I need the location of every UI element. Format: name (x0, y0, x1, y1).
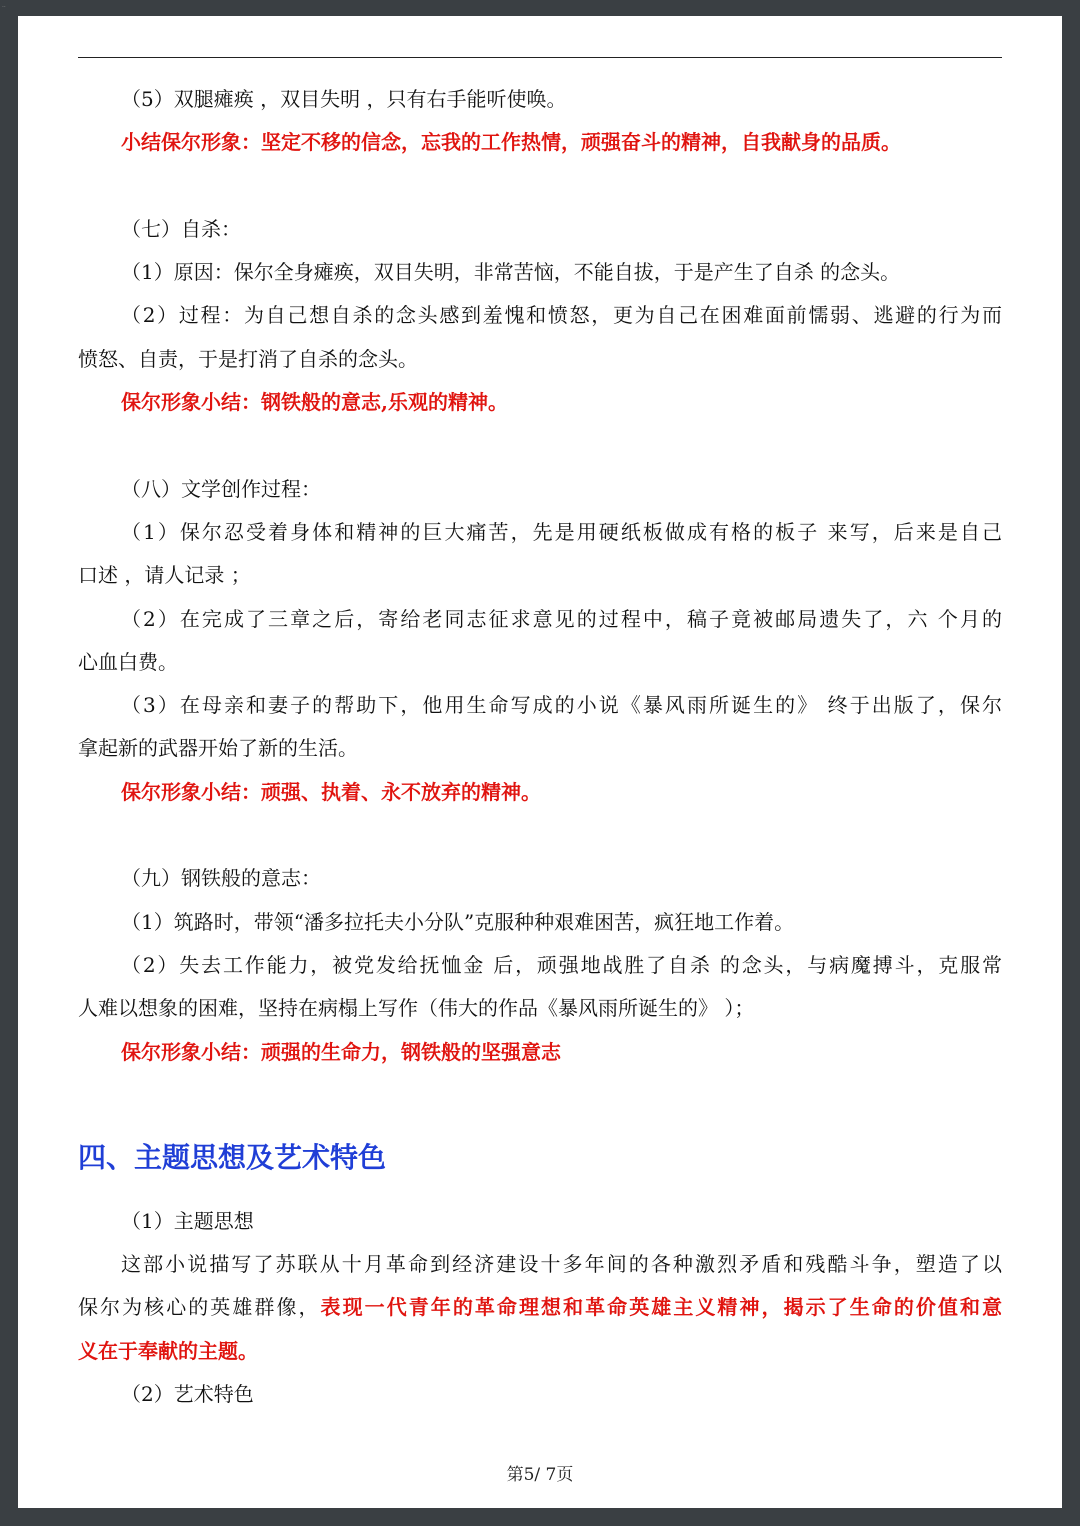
s7-title: （七）自杀： (121, 216, 241, 241)
s8-paragraph-3a: （3）在母亲和妻子的帮助下，他用生命写成的小说《暴风雨所诞生的》 终于出版了，保尔 (121, 693, 1002, 718)
s9-paragraph-1: （1）筑路时，带领“潘多拉托夫小分队”克服种种艰难困苦，疯狂地工作着。 (121, 909, 795, 934)
s9-summary: 保尔形象小结：顽强的生命力，钢铁般的坚强意志 (121, 1039, 561, 1064)
s8-paragraph-1b: 口述 ，请人记录 ； (78, 563, 251, 588)
s5-line: （5）双腿瘫痪 ，双目失明 ，只有右手能听使唤。 (121, 87, 567, 111)
s8-paragraph-3b: 拿起新的武器开始了新的生活。 (78, 736, 358, 761)
s9-title: （九）钢铁般的意志： (121, 866, 321, 891)
section-heading: 四、主题思想及艺术特色 (78, 1140, 387, 1174)
s8-paragraph-2a: （2）在完成了三章之后，寄给老同志征求意见的过程中，稿子竟被邮局遗失了，六 个月的 (121, 606, 1002, 631)
document-page (18, 16, 1062, 1508)
art-features-title: （2）艺术特色 (121, 1382, 254, 1407)
s8-title: （八）文学创作过程： (121, 476, 321, 501)
corner-mark: .. (2, 2, 6, 9)
theme-title: （1）主题思想 (121, 1208, 254, 1233)
header-rule (78, 57, 1002, 58)
s8-paragraph-2b: 心血白费。 (78, 649, 178, 674)
s7-paragraph-1: （1）原因：保尔全身瘫痪，双目失明，非常苦恼，不能自拔，于是产生了自杀 的念头。 (121, 260, 901, 285)
page-content (78, 78, 1002, 1416)
s9-paragraph-2a: （2）失去工作能力，被党发给抚恤金 后，顽强地战胜了自杀 的念头，与病魔搏斗，克服常 (121, 952, 1002, 977)
page-number: 第5/ 7页 (506, 1465, 574, 1485)
s8-paragraph-1a: （1）保尔忍受着身体和精神的巨大痛苦，先是用硬纸板做成有格的板子 来写，后来是自己 (121, 519, 1002, 544)
s9-paragraph-2b: 人难以想象的困难，坚持在病榻上写作（伟大的作品《暴风雨所诞生的》 ）； (78, 996, 755, 1021)
s7-paragraph-2a: （2）过程：为自己想自杀的念头感到羞愧和愤怒，更为自己在困难面前懦弱、逃避的行为而 (121, 303, 1002, 328)
theme-paragraph-2-red: 表现一代青年的革命理想和革命英雄主义精神，揭示了生命的价值和意 (320, 1295, 1003, 1320)
theme-paragraph-3: 义在于奉献的主题。 (78, 1338, 258, 1363)
theme-paragraph-2 (78, 1286, 1002, 1329)
s8-summary: 保尔形象小结：顽强、执着、永不放弃的精神。 (121, 779, 541, 804)
s7-summary: 保尔形象小结：钢铁般的意志,乐观的精神。 (121, 390, 508, 415)
s7-paragraph-2b: 愤怒、自责，于是打消了自杀的念头。 (78, 346, 418, 371)
theme-paragraph-2-black: 保尔为核心的英雄群像， (78, 1295, 321, 1320)
theme-paragraph-1: 这部小说描写了苏联从十月革命到经济建设十多年间的各种激烈矛盾和残酷斗争，塑造了以 (121, 1252, 1002, 1277)
s5-summary: 小结保尔形象：坚定不移的信念，忘我的工作热情，顽强奋斗的精神，自我献身的品质。 (121, 130, 901, 155)
